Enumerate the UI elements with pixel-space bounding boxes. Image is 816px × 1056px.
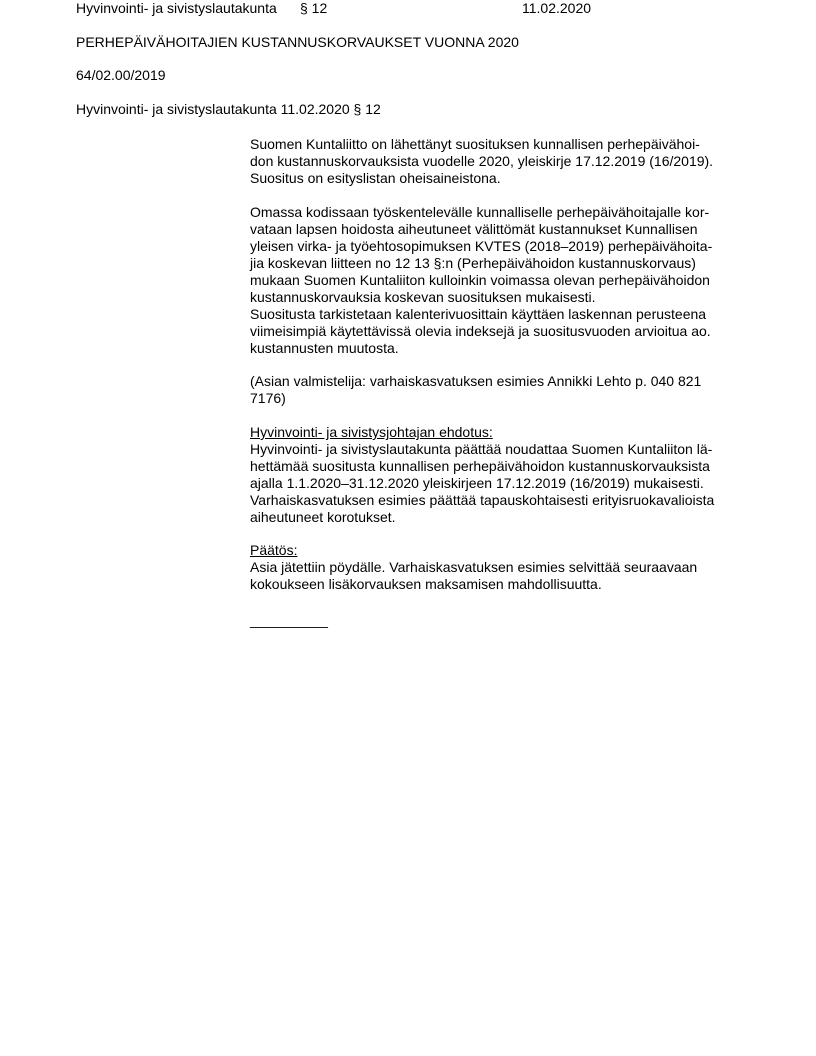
meeting-reference: Hyvinvointi- ja sivistyslautakunta 11.02.2020 § 12 (76, 101, 381, 117)
intro-line: don kustannuskorvauksista vuodelle 2020, yleiskirje 17.12.2019 (16/2019). (250, 153, 714, 169)
header-section: § 12 (300, 0, 328, 16)
preparer-paragraph (250, 373, 750, 407)
details-line: vataan lapsen hoidosta aiheutuneet välittömät kustannukset Kunnallisen (250, 221, 698, 237)
intro-line: Suositus on esityslistan oheisaineistona. (250, 170, 501, 186)
proposal-line: ajalla 1.1.2020–31.12.2020 yleiskirjeen 17.12.2019 (16/2019) mukaisesti. (250, 475, 704, 491)
decision-section (250, 542, 750, 593)
details-line: viimeisimpiä käytettävissä olevia indeksejä ja suositusvuoden arvioitua ao. (250, 323, 711, 339)
proposal-line: Hyvinvointi- ja sivistyslautakunta päättää noudattaa Suomen Kuntaliiton lä- (250, 441, 713, 457)
intro-paragraph (250, 136, 750, 187)
end-rule: __________ (250, 612, 328, 628)
decision-line: kokoukseen lisäkorvauksen maksamisen mahdollisuutta. (250, 576, 602, 592)
proposal-heading: Hyvinvointi- ja sivistysjohtajan ehdotus: (250, 424, 493, 440)
proposal-section (250, 424, 750, 526)
details-line: Suositusta tarkistetaan kalenterivuosittain käyttäen laskennan perusteena (250, 306, 707, 322)
details-line: jia koskevan liitteen no 12 13 §:n (Perhepäivähoidon kustannuskorvaus) (250, 255, 696, 271)
header-date: 11.02.2020 (522, 0, 592, 16)
record-number: 64/02.00/2019 (76, 67, 166, 83)
preparer-line: 7176) (250, 390, 286, 406)
details-line: Omassa kodissaan työskentelevälle kunnalliselle perhepäivähoitajalle kor- (250, 204, 710, 220)
details-line: kustannuskorvauksia koskevan suosituksen mukaisesti. (250, 289, 596, 305)
decision-heading: Päätös: (250, 542, 298, 558)
details-line: mukaan Suomen Kuntaliiton kulloinkin voimassa olevan perhepäivähoidon (250, 272, 710, 288)
preparer-line: (Asian valmistelija: varhaiskasvatuksen esimies Annikki Lehto p. 040 821 (250, 373, 702, 389)
details-paragraph (250, 204, 750, 357)
decision-line: Asia jätettiin pöydälle. Varhaiskasvatuksen esimies selvittää seuraavaan (250, 559, 698, 575)
details-line: kustannusten muutosta. (250, 340, 399, 356)
header-committee: Hyvinvointi- ja sivistyslautakunta (76, 0, 277, 16)
details-line: yleisen virka- ja työehtosopimuksen KVTES (2018–2019) perhepäivähoita- (250, 238, 713, 254)
document-title: PERHEPÄIVÄHOITAJIEN KUSTANNUSKORVAUKSET VUONNA 2020 (76, 34, 519, 50)
intro-line: Suomen Kuntaliitto on lähettänyt suosituksen kunnallisen perhepäivähoi- (250, 136, 700, 152)
proposal-line: Varhaiskasvatuksen esimies päättää tapauskohtaisesti erityisruokavalioista (250, 492, 715, 508)
proposal-line: aiheutuneet korotukset. (250, 509, 396, 525)
proposal-line: hettämää suositusta kunnallisen perhepäivähoidon kustannuskorvauksista (250, 458, 710, 474)
